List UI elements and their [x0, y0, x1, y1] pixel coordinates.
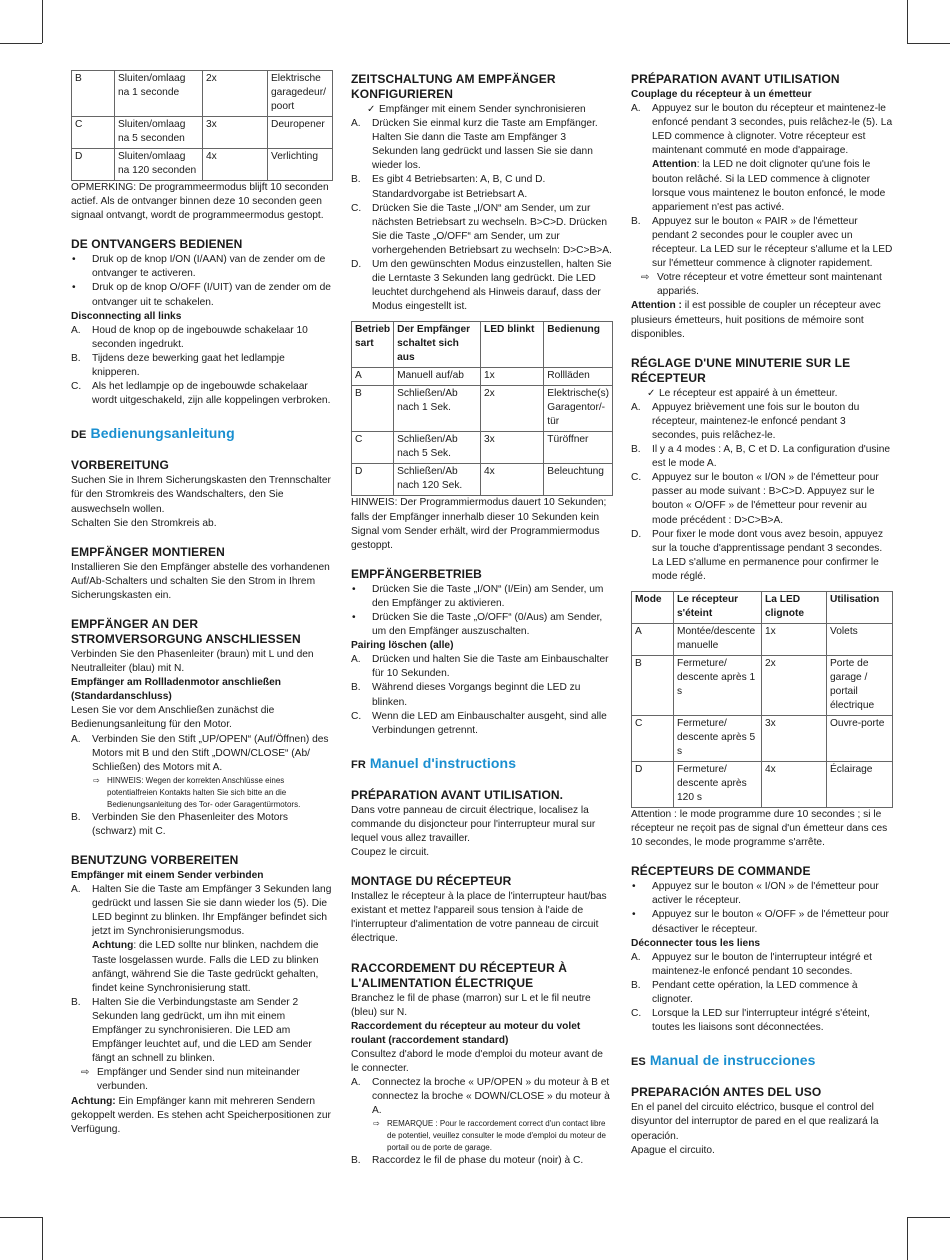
table-row: B Schließen/Ab nach 1 Sek. 2x Elektrische(s) Garagentor/-tür	[352, 386, 613, 432]
bullet-marker: •	[72, 254, 76, 266]
list-item: B. Tijdens deze bewerking gaat het ledlampje knipperen.	[71, 352, 285, 379]
column-french-spanish: PRÉPARATION AVANT UTILISATION Couplage du récepteur à un émetteur A. Appuyez sur le bouton du récepteur et maintenez-le enfoncé pendant 3 secondes, puis relâchez-le (5). La LED commence à clignoter. Votre récepteur est maintenant commuté en mode d'appairage. Attention: la LED ne doit clignoter qu'une fois le bouton relâché. Si la LED commence à clignoter lorsque vous maintenez le bouton enfoncé, le mode appariement n'est pas activé. B. Appuyez sur le bouton « PAIR » de l'émetteur pendant 2 secondes pour le coupler avec un récepteur. La LED sur le récepteur s'allume et la LED sur l'émetteur commence à clignoter rapidement. ⇨ Votre récepteur et votre émetteur sont maintenant appariés. Attention : il est possible de coupler un récepteur avec plusieurs émetteurs, huit positions de mémoire sont disponibles. RÉGLAGE D'UNE MINUTERIE SUR LE RÉCEPTEUR ✓ Le récepteur est appairé à un émetteur. A. Appuyez brièvement une fois sur le bouton du récepteur, maintenez-le enfoncé pendant 3 secondes, puis relâchez-le. B. Il y a 4 modes : A, B, C et D. La configuration d'usine est le mode A. C. Appuyez sur le bouton « I/ON » de l'émetteur pour passer au mode suivant : B>C>D. Appuyez sur le bouton « O/OFF » de l'émetteur pour revenir au mode précédent : D>C>B>A. D. Pour fixer le mode dont vous avez besoin, appuyez sur la touche d'apprentissage pendant 3 secondes. La LED s'allume en permanence pour confirmer le mode réglé. Mode Le récepteur s'éteint La LED clignote Utilisation A Montée/descente manuelle 1x Volets B Fermeture/ descente après 1 s 2x Porte de garage / portail électrique C Fermeture/ descente après 5 s 3x Ouvre-porte D Fermeture/ descente après 120 s 4x Éclairage Attention : le mode programme dure 10 secondes ; si le récepteur ne reçoit pas de signal d'un émetteur dans ces 10 secondes, le mode programme s'arrête. RÉCEPTEURS DE COMMANDE • Appuyez sur le bouton « I/ON » de l'émetteur pour activer le récepteur. • Appuyez sur le bouton « O/OFF » de l'émetteur pour désactiver le récepteur. Déconnecter tous les liens A. Appuyez sur le bouton de l'interrupteur intégré et maintenez-le enfoncé pendant 10 secondes. B. Pendant cette opération, la LED commence à clignoter. C. Lorsque la LED sur l'interrupteur intégré s'éteint, toutes les liaisons sont déconnectées. ES Manual de instrucciones PREPARACIÓN ANTES DEL USO En el panel del circuito eléctrico, busque el control del disyuntor del interruptor de pared en el que realizará la operación. Apague el circuito.	[631, 72, 893, 1156]
check-icon: ✓	[367, 104, 376, 115]
list-item: B. Während dieses Vorgangs beginnt die LED zu blinken.	[351, 682, 581, 708]
list-item: C. Drücken Sie die Taste „I/ON“ am Sender, um zur nächsten Betriebsart zu wechseln. B>C>D. Drücken Sie die Taste „O/OFF“ am Sender, um zur vorhergehenden Betriebsart zu wechseln: D>C>B>A.	[351, 202, 612, 256]
arrow-icon: ⇨	[93, 775, 100, 785]
hinweis-note: HINWEIS: Der Programmiermodus dauert 10 Sekunden; falls der Empfänger innerhalb dieser 10 Sekunden kein Signal vom Sender erhält, wird der Programmiermodus gestoppt.	[351, 497, 607, 551]
list-item: A. Drücken Sie einmal kurz die Taste am Empfänger. Halten Sie dann die Taste am Empfänger 3 Sekunden lang gedrückt und lassen Sie sie dann wieder los.	[351, 118, 598, 172]
list-item: B. Halten Sie die Verbindungstaste am Sender 2 Sekunden lang gedrückt, um ihn mit einem Empfänger zu synchronisieren. Die LED am Empfänger leuchtet auf, und die LED am Sender fängt an schnell zu blinken.	[71, 996, 312, 1065]
list-item: C. Als het ledlampje op de ingebouwde schakelaar wordt uitgeschakeld, zijn alle koppelingen verbroken.	[71, 381, 331, 407]
list-item: B. Il y a 4 modes : A, B, C et D. La configuration d'usine est le mode A.	[631, 444, 891, 470]
list-item: • Drücken Sie die Taste „O/OFF“ (0/Aus) am Sender, um den Empfänger auszuschalten.	[352, 611, 603, 638]
table-row: C Schließen/Ab nach 5 Sek. 3x Türöffner	[352, 432, 613, 464]
section-heading: DE ONTVANGERS BEDIENEN	[71, 237, 243, 252]
section-heading: RÉCEPTEURS DE COMMANDE	[631, 864, 811, 879]
section-heading: VORBEREITUNG	[71, 458, 169, 473]
list-item: B. Raccordez le fil de phase du moteur (noir) à C.	[351, 1155, 584, 1167]
table-row: A Montée/descente manuelle 1x Volets	[632, 624, 893, 656]
table-header-row: Mode Le récepteur s'éteint La LED clignote Utilisation	[632, 592, 893, 624]
crop-mark	[907, 1217, 908, 1260]
section-heading: EMPFÄNGER MONTIEREN	[71, 544, 225, 559]
table-row: D Sluiten/omlaag na 120 seconden 4x Verlichting	[72, 149, 333, 181]
crop-mark	[0, 1217, 42, 1218]
list-item: B. Verbinden Sie den Phasenleiter des Motors (schwarz) mit C.	[71, 811, 288, 837]
list-item: A. Appuyez brièvement une fois sur le bouton du récepteur, maintenez-le enfoncé pendant 3 secondes, puis relâchez-le.	[631, 401, 860, 441]
bullet-marker: •	[72, 282, 76, 294]
language-title-fr: FR Manuel d'instructions	[351, 754, 517, 771]
list-item: A. Appuyez sur le bouton de l'interrupteur intégré et maintenez-le enfoncé pendant 10 secondes.	[631, 951, 872, 977]
list-item: • Druk op de knop I/ON (I/AAN) van de zender om de ontvanger te activeren.	[72, 254, 326, 280]
list-item: A. Houd de knop op de ingebouwde schakelaar 10 seconden ingedrukt.	[71, 324, 308, 350]
check-icon: ✓	[647, 387, 656, 399]
arrow-icon: ⇨	[373, 1119, 380, 1129]
crop-mark	[907, 1217, 950, 1218]
mode-table-de	[351, 321, 613, 496]
subheading: Couplage du récepteur à un émetteur	[631, 89, 812, 100]
opmerking-note: OPMERKING: De programmeermodus blijft 10 seconden actief. Als de ontvanger binnen deze 10 seconden geen signaal ontvangt, wordt de programmeermodus gestopt.	[71, 182, 329, 222]
section-heading: RACCORDEMENT DU RÉCEPTEUR À L'ALIMENTATION ÉLECTRIQUE	[351, 960, 568, 990]
subheading: Raccordement du récepteur au moteur du volet roulant (raccordement standard)	[351, 1020, 581, 1046]
table-row: C Fermeture/ descente après 5 s 3x Ouvre-porte	[632, 716, 893, 762]
list-item: B. Appuyez sur le bouton « PAIR » de l'émetteur pendant 2 secondes pour le coupler avec un récepteur. La LED sur le récepteur s'allume et la LED sur l'émetteur commence à clignoter rapidement.	[631, 215, 893, 270]
list-item: D. Pour fixer le mode dont vous avez besoin, appuyez sur la touche d'apprentissage pendant 3 secondes. La LED s'allume en permanence pour confirmer le mode réglé.	[631, 528, 884, 582]
list-item: A. Verbinden Sie den Stift „UP/OPEN“ (Auf/Öffnen) des Motors mit B und den Stift „DOWN/CLOSE“ (Ab/ Schließen) des Motors mit A.	[71, 733, 329, 773]
crop-mark	[907, 0, 908, 43]
section-heading: EMPFÄNGER AN DER STROMVERSORGUNG ANSCHLIESSEN	[71, 616, 301, 646]
list-item: • Drücken Sie die Taste „I/ON“ (I/Ein) am Sender, um den Empfänger zu aktivieren.	[352, 583, 604, 609]
crop-mark	[42, 0, 43, 43]
section-heading: MONTAGE DU RÉCEPTEUR	[351, 874, 512, 889]
mode-table-fr	[631, 591, 893, 808]
column-german-french: ZEITSCHALTUNG AM EMPFÄNGER KONFIGURIEREN ✓ Empfänger mit einem Sender synchronisieren A. Drücken Sie einmal kurz die Taste am Empfänger. Halten Sie dann die Taste am Empfänger 3 Sekunden lang gedrückt und lassen Sie sie dann wieder los. B. Es gibt 4 Betriebsarten: A, B, C und D. Standardvorgabe ist Betriebsart A. C. Drücken Sie die Taste „I/ON“ am Sender, um zur nächsten Betriebsart zu wechseln. B>C>D. Drücken Sie die Taste „O/OFF“ am Sender, um zur vorhergehenden Betriebsart zu wechseln: D>C>B>A. D. Um den gewünschten Modus einzustellen, halten Sie die Lerntaste 3 Sekunden lang gedrückt. Die LED leuchtet durchgehend als Hinweis darauf, dass der Modus eingestellt ist. Betrieb sart Der Empfänger schaltet sich aus LED blinkt Bedienung A Manuell auf/ab 1x Rollläden B Schließen/Ab nach 1 Sek. 2x Elektrische(s) Garagentor/-tür C Schließen/Ab nach 5 Sek. 3x Türöffner D Schließen/Ab nach 120 Sek. 4x Beleuchtung HINWEIS: Der Programmiermodus dauert 10 Sekunden; falls der Empfänger innerhalb dieser 10 Sekunden kein Signal vom Sender erhält, wird der Programmiermodus gestoppt. EMPFÄNGERBETRIEB • Drücken Sie die Taste „I/ON“ (I/Ein) am Sender, um den Empfänger zu aktivieren. • Drücken Sie die Taste „O/OFF“ (0/Aus) am Sender, um den Empfänger auszuschalten. Pairing löschen (alle) A. Drücken und halten Sie die Taste am Einbauschalter für 10 Sekunden. B. Während dieses Vorgangs beginnt die LED zu blinken. C. Wenn die LED am Einbauschalter ausgeht, sind alle Verbindungen getrennt. FR Manuel d'instructions PRÉPARATION AVANT UTILISATION. Dans votre panneau de circuit électrique, localisez la commande du disjoncteur pour l'interrupteur mural sur lequel vous allez travailler. Coupez le circuit. MONTAGE DU RÉCEPTEUR Installez le récepteur à la place de l'interrupteur haut/bas existant et mettez l'appareil sous tension à l'aide de l'interrupteur d'alimentation de votre panneau de circuit électrique. RACCORDEMENT DU RÉCEPTEUR À L'ALIMENTATION ÉLECTRIQUE Branchez le fil de phase (marron) sur L et le fil neutre (bleu) sur N. Raccordement du récepteur au moteur du volet roulant (raccordement standard) Consultez d'abord le mode d'emploi du moteur avant de le connecter. A. Connectez la broche « UP/OPEN » du moteur à B et connectez la broche « DOWN/CLOSE » du moteur à A. ⇨ REMARQUE : Pour le raccordement correct d'un contact libre de potentiel, veuillez consulter le mode d'emploi du moteur de portail ou de porte de garage. B. Raccordez le fil de phase du moteur (noir) à C.	[351, 70, 613, 1169]
subheading: Pairing löschen (alle)	[351, 640, 454, 652]
section-heading: PRÉPARATION AVANT UTILISATION	[631, 72, 840, 86]
section-heading: EMPFÄNGERBETRIEB	[351, 566, 482, 581]
crop-mark	[0, 43, 42, 44]
subheading: Empfänger am Rollladenmotor anschließen (Standardanschluss)	[71, 677, 282, 703]
language-title-de: DE Bedienungsanleitung	[71, 425, 235, 442]
section-heading: BENUTZUNG VORBEREITEN	[71, 853, 239, 867]
list-item: ✓ Empfänger mit einem Sender synchronisieren	[351, 103, 613, 117]
arrow-icon: ⇨	[81, 1067, 90, 1079]
subheading: Déconnecter tous les liens	[631, 937, 761, 949]
list-item: C. Wenn die LED am Einbauschalter ausgeht, sind alle Verbindungen getrennt.	[351, 710, 607, 736]
table-header-row: Betrieb sart Der Empfänger schaltet sich aus LED blinkt Bedienung	[352, 322, 613, 368]
list-item: C. Appuyez sur le bouton « I/ON » de l'émetteur pour passer au mode suivant : B>C>D. Appuyez sur le bouton « O/OFF » de l'émetteur pour revenir au mode précédent : D>C>B>A.	[631, 472, 879, 526]
table-row: C Sluiten/omlaag na 5 seconden 3x Deuropener	[72, 117, 333, 149]
section-heading: ZEITSCHALTUNG AM EMPFÄNGER KONFIGURIEREN	[351, 72, 556, 101]
list-item: ⇨ Votre récepteur et votre émetteur sont maintenant appariés.	[641, 272, 882, 298]
subheading: Empfänger mit einem Sender verbinden	[71, 870, 264, 881]
list-item: • Appuyez sur le bouton « O/OFF » de l'émetteur pour désactiver le récepteur.	[632, 909, 889, 935]
crop-mark	[907, 43, 950, 44]
list-item: • Appuyez sur le bouton « I/ON » de l'émetteur pour activer le récepteur.	[632, 881, 879, 907]
table-row: A Manuell auf/ab 1x Rollläden	[352, 368, 613, 386]
list-item: A. Appuyez sur le bouton du récepteur et maintenez-le enfoncé pendant 3 secondes, puis relâchez-le (5). La LED commence à clignoter. Votre récepteur est maintenant commuté en mode d'appairage. Attention: la LED ne doit clignoter qu'une fois le bouton relâché. Si la LED commence à clignoter lorsque vous maintenez le bouton enfoncé, le mode appariement n'est pas activé.	[631, 103, 893, 213]
language-title-es: ES Manual de instrucciones	[631, 1052, 816, 1069]
column-dutch-german: B Sluiten/omlaag na 1 seconde 2x Elektrische garagedeur/ poort C Sluiten/omlaag na 5 seconden 3x Deuropener D Sluiten/omlaag na 120 seconden 4x Verlichting OPMERKING: De programmeermodus blijft 10 seconden actief. Als de ontvanger binnen deze 10 seconden geen signaal ontvangt, wordt de programmeermodus gestopt. DE ONTVANGERS BEDIENEN • Druk op de knop I/ON (I/AAN) van de zender om de ontvanger te activeren. • Druk op de knop O/OFF (I/UIT) van de zender om de ontvanger uit te schakelen. Disconnecting all links A. Houd de knop op de ingebouwde schakelaar 10 seconden ingedrukt. B. Tijdens deze bewerking gaat het ledlampje knipperen. C. Als het ledlampje op de ingebouwde schakelaar wordt uitgeschakeld, zijn alle koppelingen verbroken. DE Bedienungsanleitung VORBEREITUNG Suchen Sie in Ihrem Sicherungskasten den Trennschalter für den Stromkreis des Wandschalters, den Sie auswechseln wollen. Schalten Sie den Stromkreis ab. EMPFÄNGER MONTIEREN Installieren Sie den Empfänger abstelle des vorhandenen Auf/Ab-Schalters und schalten Sie den Strom in Ihrem Sicherungskasten ein. EMPFÄNGER AN DER STROMVERSORGUNG ANSCHLIESSEN Verbinden Sie den Phasenleiter (braun) mit L und den Neutralleiter (blau) mit N. Empfänger am Rollladenmotor anschließen (Standardanschluss) Lesen Sie vor dem Anschließen zunächst die Bedienungsanleitung für den Motor. A. Verbinden Sie den Stift „UP/OPEN“ (Auf/Öffnen) des Motors mit B und den Stift „DOWN/CLOSE“ (Ab/ Schließen) des Motors mit A. ⇨ HINWEIS: Wegen der korrekten Anschlüsse eines potentialfreien Kontakts halten Sie sich bitte an die Bedienungsanleitung des Tor- oder Garagentürmotors. B. Verbinden Sie den Phasenleiter des Motors (schwarz) mit C. BENUTZUNG VORBEREITEN Empfänger mit einem Sender verbinden A. Halten Sie die Taste am Empfänger 3 Sekunden lang gedrückt und lassen Sie sie dann wieder los (5). Die LED beginnt zu blinken. Ihr Empfänger befindet sich jetzt im Synchronisierungsmodus. Achtung: die LED sollte nur blinken, nachdem die Taste losgelassen wurde. Falls die LED zu blinken anfängt, während Sie die Taste gedrückt gehalten, findet keine Synchronisierung statt. B. Halten Sie die Verbindungstaste am Sender 2 Sekunden lang gedrückt, um ihn mit einem Empfänger zu synchronisieren. Die LED am Empfänger leuchtet auf, und die LED am Sender fängt an schnell zu blinken. ⇨ Empfänger und Sender sind nun miteinander verbunden. Achtung: Ein Empfänger kann mit mehreren Sendern gekoppelt werden. Es stehen acht Speicherpositionen zur Verfügung.	[71, 70, 333, 1137]
table-row: D Fermeture/ descente après 120 s 4x Éclairage	[632, 762, 893, 808]
crop-mark	[42, 1217, 43, 1260]
list-item: ⇨ Empfänger und Sender sind nun miteinander verbunden.	[81, 1067, 300, 1093]
section-heading: PRÉPARATION AVANT UTILISATION.	[351, 787, 564, 802]
table-row: D Schließen/Ab nach 120 Sek. 4x Beleuchtung	[352, 464, 613, 496]
mode-table-nl	[71, 70, 333, 181]
section-heading: PREPARACIÓN ANTES DEL USO	[631, 1085, 822, 1100]
list-item: A. Connectez la broche « UP/OPEN » du moteur à B et connectez la broche « DOWN/CLOSE » du moteur à A.	[351, 1077, 610, 1117]
list-item: A. Drücken und halten Sie die Taste am Einbauschalter für 10 Sekunden.	[351, 654, 609, 680]
list-item: C. Lorsque la LED sur l'interrupteur intégré s'éteint, toutes les liaisons sont déconnectées.	[631, 1008, 870, 1034]
arrow-icon: ⇨	[641, 272, 650, 284]
table-row: B Fermeture/ descente après 1 s 2x Porte de garage / portail électrique	[632, 656, 893, 716]
note: ⇨ REMARQUE : Pour le raccordement correct d'un contact libre de potentiel, veuillez consulter le mode d'emploi du moteur de portail ou de porte de garage.	[373, 1119, 606, 1153]
list-item: B. Pendant cette opération, la LED commence à clignoter.	[631, 979, 858, 1006]
list-item: D. Um den gewünschten Modus einzustellen, halten Sie die Lerntaste 3 Sekunden lang gedrückt. Die LED leuchtet durchgehend als Hinweis darauf, dass der Modus eingestellt ist.	[351, 259, 612, 313]
list-item: B. Es gibt 4 Betriebsarten: A, B, C und D. Standardvorgabe ist Betriebsart A.	[351, 174, 546, 200]
table-row: B Sluiten/omlaag na 1 seconde 2x Elektrische garagedeur/ poort	[72, 71, 333, 117]
note: ⇨ HINWEIS: Wegen der korrekten Anschlüsse eines potentialfreien Kontakts halten Sie sich bitte an die Bedienungsanleitung des Tor- oder Garagentürmotors.	[93, 775, 301, 809]
list-item: A. Halten Sie die Taste am Empfänger 3 Sekunden lang gedrückt und lassen Sie sie dann wieder los (5). Die LED beginnt zu blinken. Ihr Empfänger befindet sich jetzt im Synchronisierungsmodus. Achtung: die LED sollte nur blinken, nachdem die Taste losgelassen wurde. Falls die LED zu blinken anfängt, während Sie die Taste gedrückt gehalten, findet keine Synchronisierung statt.	[71, 884, 332, 994]
list-item: • Druk op de knop O/OFF (I/UIT) van de zender om de ontvanger uit te schakelen.	[72, 282, 331, 308]
subheading: Disconnecting all links	[71, 310, 182, 322]
section-heading: RÉGLAGE D'UNE MINUTERIE SUR LE RÉCEPTEUR	[631, 355, 851, 385]
attention-note: Attention : le mode programme dure 10 secondes ; si le récepteur ne reçoit pas de signal d'un émetteur dans ces 10 secondes, le mode programme s'arrête.	[631, 809, 888, 849]
list-item: ✓ Le récepteur est appairé à un émetteur.	[631, 387, 893, 401]
